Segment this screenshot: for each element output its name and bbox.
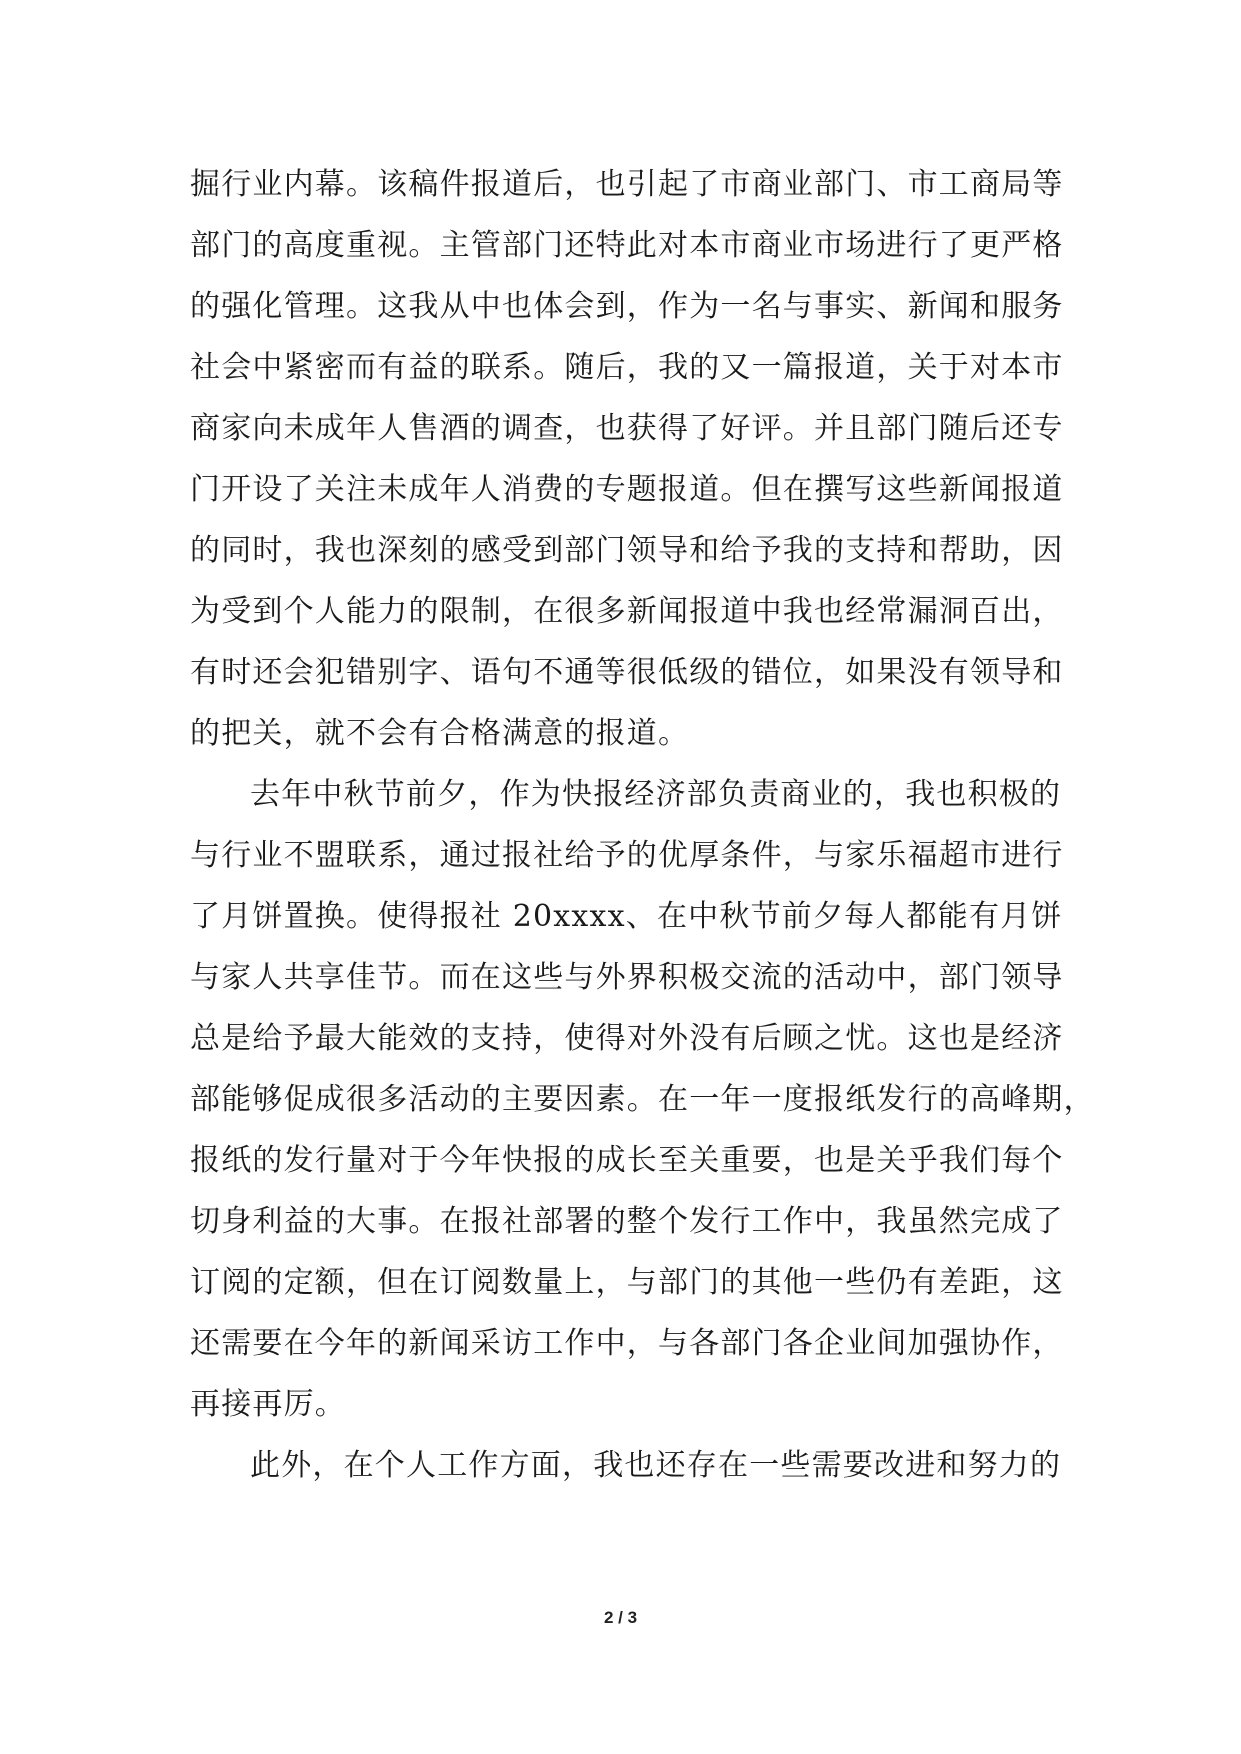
text-line: 报纸的发行量对于今年快报的成长至关重要，也是关乎我们每个 (190, 1143, 1064, 1178)
text-line: 与家人共享佳节。而在这些与外界积极交流的活动中，部门领导 (190, 960, 1064, 995)
text-line: 再接再厉。 (190, 1387, 346, 1422)
text-line: 门开设了关注未成年人消费的专题报道。但在撰写这些新闻报道 (190, 472, 1064, 507)
text-line: 订阅的定额，但在订阅数量上，与部门的其他一些仍有差距，这 (190, 1265, 1064, 1300)
text-line: 的把关，就不会有合格满意的报道。 (190, 716, 690, 751)
text-line: 商家向未成年人售酒的调查，也获得了好评。并且部门随后还专 (190, 411, 1064, 446)
text-line: 此外，在个人工作方面，我也还存在一些需要改进和努力的 (250, 1448, 1062, 1483)
text-line: 了月饼置换。使得报社 20xxxx、在中秋节前夕每人都能有月饼 (190, 899, 1063, 934)
text-line: 与行业不盟联系，通过报社给予的优厚条件，与家乐福超市进行 (190, 838, 1064, 873)
text-line: 的同时，我也深刻的感受到部门领导和给予我的支持和帮助，因 (190, 533, 1064, 568)
text-line: 还需要在今年的新闻采访工作中，与各部门各企业间加强协作， (190, 1326, 1064, 1361)
page-number: 2 / 3 (603, 1608, 638, 1627)
text-line: 有时还会犯错别字、语句不通等很低级的错位，如果没有领导和 (190, 655, 1064, 690)
text-line: 去年中秋节前夕，作为快报经济部负责商业的，我也积极的 (250, 777, 1062, 812)
text-line: 总是给予最大能效的支持，使得对外没有后顾之忧。这也是经济 (190, 1021, 1064, 1056)
text-line: 部门的高度重视。主管部门还特此对本市商业市场进行了更严格 (190, 228, 1064, 263)
text-line: 的强化管理。这我从中也体会到，作为一名与事实、新闻和服务 (190, 289, 1064, 324)
text-line: 社会中紧密而有益的联系。随后，我的又一篇报道，关于对本市 (190, 350, 1064, 385)
text-line: 掘行业内幕。该稿件报道后，也引起了市商业部门、市工商局等 (190, 167, 1064, 202)
text-line: 为受到个人能力的限制，在很多新闻报道中我也经常漏洞百出， (190, 594, 1064, 629)
text-line: 切身利益的大事。在报社部署的整个发行工作中，我虽然完成了 (190, 1204, 1064, 1239)
text-line: 部能够促成很多活动的主要因素。在一年一度报纸发行的高峰期， (190, 1082, 1095, 1117)
